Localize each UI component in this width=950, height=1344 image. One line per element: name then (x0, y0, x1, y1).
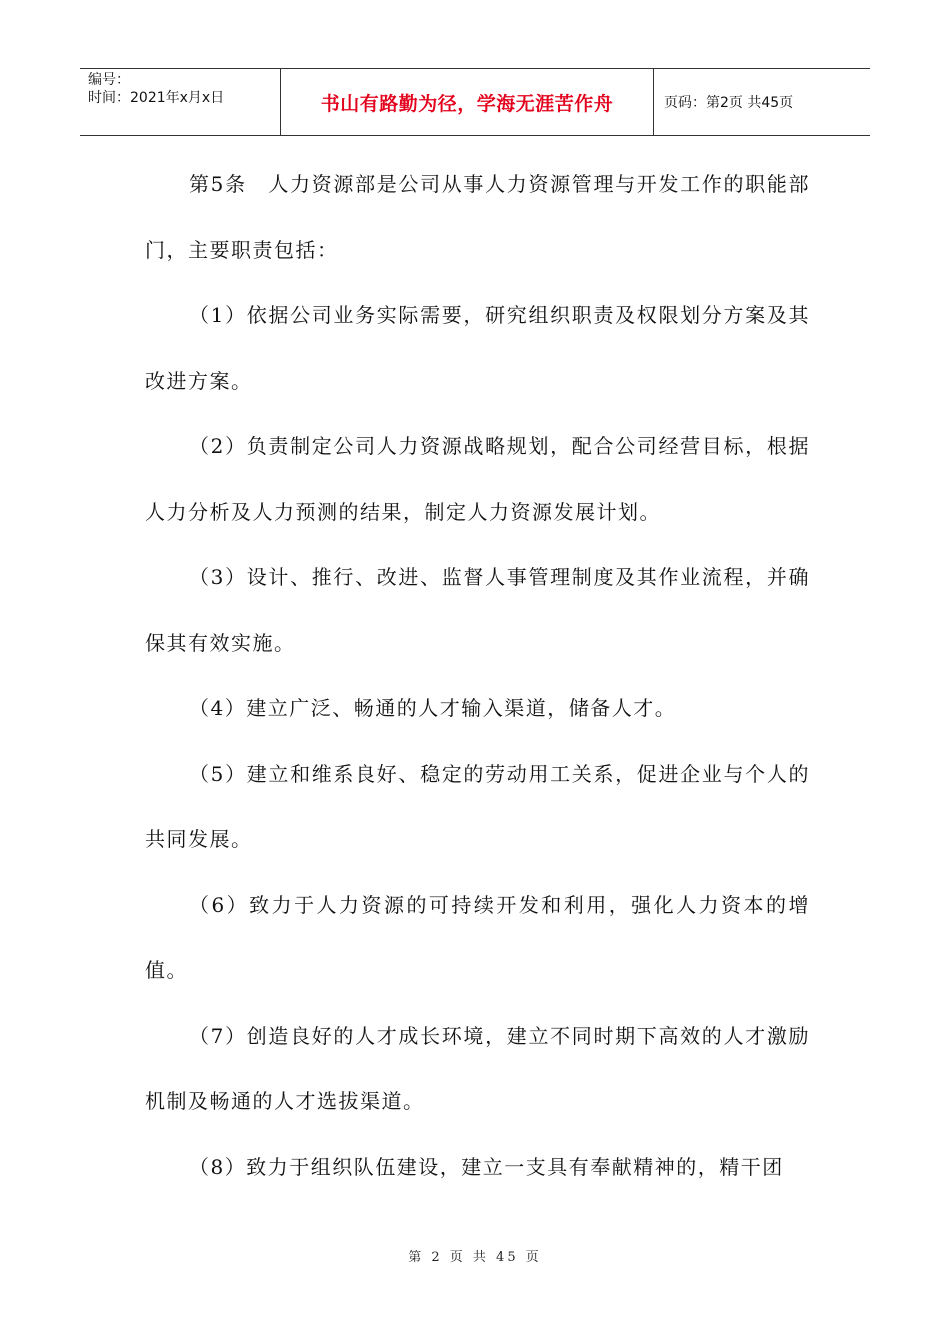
duty-item-2: （2）负责制定公司人力资源战略规划，配合公司经营目标，根据人力分析及人力预测的结果，制定人力资源发展计划。 (145, 434, 810, 524)
duty-item-8: （8）致力于组织队伍建设，建立一支具有奉献精神的，精干团 (189, 1154, 784, 1179)
header-page-info: 页码：第2页 共45页 (664, 95, 794, 111)
duty-item-7: （7）创造良好的人才成长环境，建立不同时期下高效的人才激励机制及畅通的人才选拔渠道。 (145, 1023, 810, 1113)
page-header (80, 68, 870, 136)
document-date: 时间：2021年x月x日 (88, 90, 225, 106)
document-body (145, 152, 810, 1200)
duty-item-6: （6）致力于人力资源的可持续开发和利用，强化人力资本的增值。 (145, 892, 810, 982)
page-footer: 第 2 页 共 45 页 (408, 1250, 542, 1265)
duty-item-1: （1）依据公司业务实际需要，研究组织职责及权限划分方案及其改进方案。 (145, 303, 810, 393)
header-meta (80, 69, 281, 135)
header-motto: 书山有路勤为径，学海无涯苦作舟 (281, 69, 654, 135)
article-paragraph: 第5条 人力资源部是公司从事人力资源管理与开发工作的职能部门，主要职责包括： (145, 172, 810, 262)
duty-item-5: （5）建立和维系良好、稳定的劳动用工关系，促进企业与个人的共同发展。 (145, 761, 810, 851)
document-number-label: 编号： (88, 72, 130, 88)
duty-item-4: （4）建立广泛、畅通的人才输入渠道，储备人才。 (189, 696, 677, 720)
duty-item-3: （3）设计、推行、改进、监督人事管理制度及其作业流程，并确保其有效实施。 (145, 565, 810, 655)
